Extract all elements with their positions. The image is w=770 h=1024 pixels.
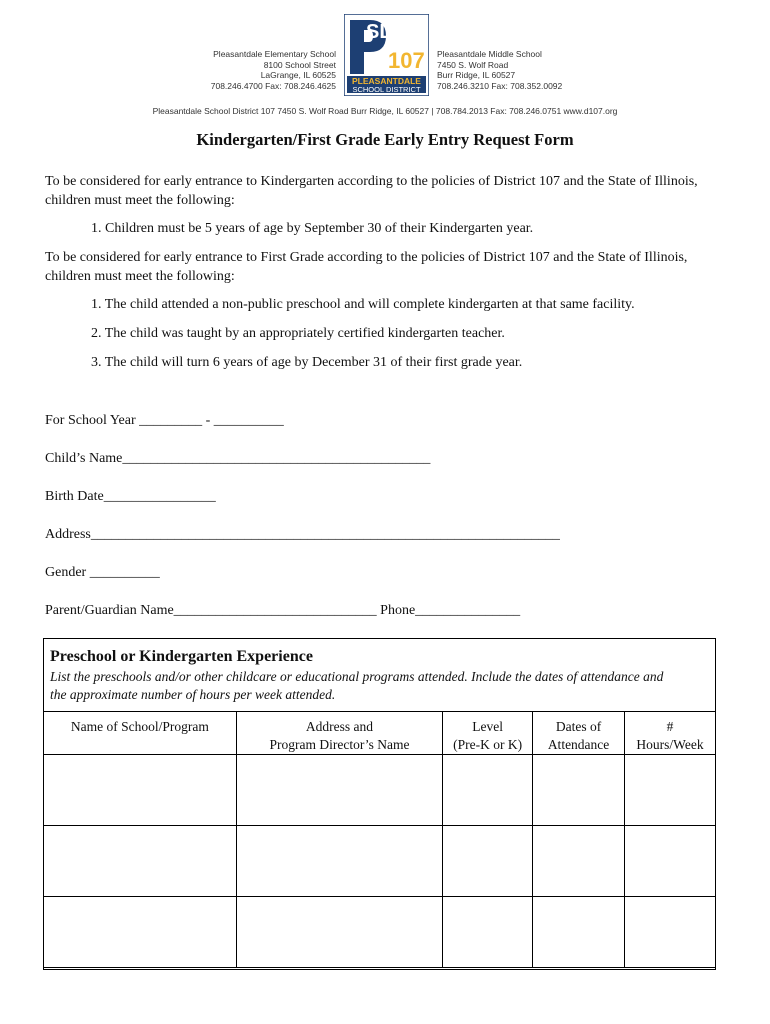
- column-header-address: Address and Program Director’s Name: [236, 712, 443, 755]
- birth-date-field[interactable]: Birth Date________________: [45, 489, 216, 504]
- childs-name-field[interactable]: Child’s Name____________________________________________: [45, 451, 431, 466]
- logo-line2: SCHOOL DISTRICT: [352, 85, 421, 94]
- first-grade-requirement: 1. The child attended a non-public preschool and will complete kindergarten at that same facility.: [91, 297, 635, 312]
- first-grade-intro: To be considered for early entrance to First Grade according to the policies of District 107 and the State of Illinois, children must meet the following:: [45, 250, 688, 284]
- column-header-school: Name of School/Program: [44, 712, 237, 755]
- table-cell[interactable]: [533, 897, 625, 968]
- first-grade-requirement: 3. The child will turn 6 years of age by December 31 of their first grade year.: [91, 355, 523, 370]
- table-cell[interactable]: [44, 826, 237, 897]
- logo-sd-text: SD: [366, 21, 394, 43]
- table-row: [44, 755, 716, 826]
- experience-table: [43, 711, 716, 968]
- table-cell[interactable]: [625, 755, 716, 826]
- column-header-level: Level (Pre-K or K): [443, 712, 533, 755]
- table-row: [44, 897, 716, 968]
- column-header-dates: Dates of Attendance: [533, 712, 625, 755]
- table-cell[interactable]: [533, 826, 625, 897]
- first-grade-requirement: 2. The child was taught by an appropriately certified kindergarten teacher.: [91, 326, 505, 341]
- elementary-school-address: Pleasantdale Elementary School 8100 School Street LaGrange, IL 60525 708.246.4700 Fax: 708.246.4625: [210, 49, 336, 91]
- table-cell[interactable]: [625, 826, 716, 897]
- address-field[interactable]: Address___________________________________________________________________: [45, 527, 560, 542]
- table-row: [44, 826, 716, 897]
- table-cell[interactable]: [236, 755, 443, 826]
- kindergarten-intro: To be considered for early entrance to Kindergarten according to the policies of District 107 and the State of Illinois, children must meet the following:: [45, 174, 698, 208]
- experience-description: List the preschools and/or other childcare or educational programs attended. Include the dates of attendance and the approximate number of hours per week attended.: [50, 669, 664, 702]
- experience-section: [43, 638, 716, 970]
- kindergarten-requirement: 1. Children must be 5 years of age by September 30 of their Kindergarten year.: [91, 221, 534, 236]
- table-cell[interactable]: [533, 755, 625, 826]
- district-logo: [344, 14, 429, 96]
- parent-phone-field[interactable]: Parent/Guardian Name_____________________________ Phone_______________: [45, 603, 521, 618]
- table-cell[interactable]: [443, 755, 533, 826]
- logo-line1: PLEASANTDALE: [352, 76, 421, 86]
- gender-field[interactable]: Gender __________: [45, 565, 160, 580]
- experience-title: Preschool or Kindergarten Experience: [50, 648, 313, 665]
- table-header-row: [44, 712, 716, 755]
- table-cell[interactable]: [236, 826, 443, 897]
- table-cell[interactable]: [44, 755, 237, 826]
- table-cell[interactable]: [236, 897, 443, 968]
- table-cell[interactable]: [443, 826, 533, 897]
- school-year-field[interactable]: For School Year _________ - __________: [45, 413, 284, 428]
- form-title: Kindergarten/First Grade Early Entry Request Form: [196, 130, 574, 149]
- table-cell[interactable]: [443, 897, 533, 968]
- table-cell[interactable]: [625, 897, 716, 968]
- column-header-hours: # Hours/Week: [625, 712, 716, 755]
- table-cell[interactable]: [44, 897, 237, 968]
- district-contact-line: Pleasantdale School District 107 7450 S. Wolf Road Burr Ridge, IL 60527 | 708.784.2013 Fax: 708.246.0751 www.d107.org: [152, 106, 618, 116]
- logo-number: 107: [388, 48, 425, 73]
- middle-school-address: Pleasantdale Middle School 7450 S. Wolf Road Burr Ridge, IL 60527 708.246.3210 Fax: 708.352.0092: [437, 49, 563, 91]
